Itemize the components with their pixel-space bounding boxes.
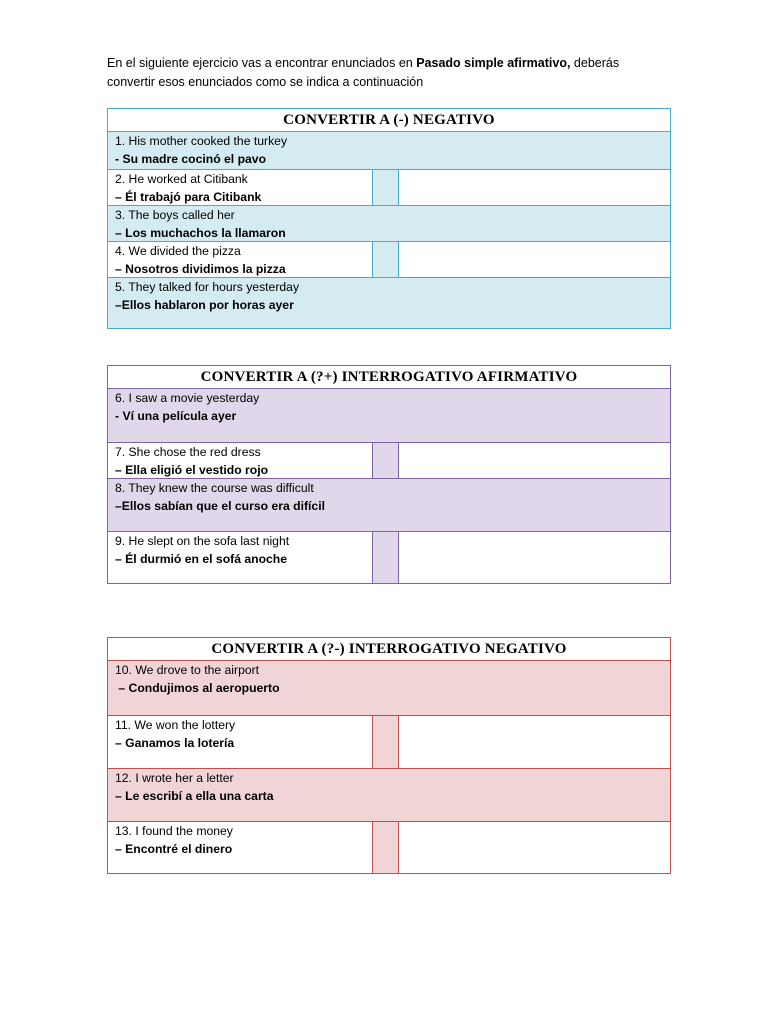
table-title: CONVERTIR A (-) NEGATIVO: [108, 109, 670, 132]
english-sentence: 5. They talked for hours yesterday: [115, 280, 300, 294]
english-sentence: 8. They knew the course was difficult: [115, 481, 314, 495]
table-body: [108, 661, 670, 873]
answer-cell[interactable]: [399, 769, 670, 821]
spanish-translation: – Ella eligió el vestido rojo: [115, 462, 269, 477]
table-row: [108, 169, 670, 205]
sentence-cell: [108, 278, 372, 328]
table-row: [108, 132, 670, 169]
english-sentence: 12. I wrote her a letter: [115, 771, 234, 785]
answer-cell[interactable]: [399, 716, 670, 768]
spanish-translation: – Él trabajó para Citibank: [115, 189, 262, 204]
table-body: [108, 389, 670, 583]
intro-paragraph: [107, 54, 667, 92]
english-sentence: 13. I found the money: [115, 824, 233, 838]
table-body: [108, 132, 670, 328]
answer-cell[interactable]: [399, 822, 670, 873]
english-sentence: 10. We drove to the airport: [115, 663, 260, 677]
sentence-cell: [108, 389, 372, 442]
table-negativo: [107, 108, 671, 329]
spanish-translation: – Condujimos al aeropuerto: [115, 680, 280, 695]
sentence-cell: [108, 242, 372, 277]
table-row: [108, 768, 670, 821]
spanish-translation: – Ganamos la lotería: [115, 735, 235, 750]
spanish-translation: - Ví una película ayer: [115, 408, 237, 423]
spanish-translation: – Le escribí a ella una carta: [115, 788, 274, 803]
table-row: [108, 442, 670, 478]
table-interrogativo-negativo: [107, 637, 671, 874]
table-row: [108, 531, 670, 583]
table-row: [108, 389, 670, 442]
table-row: [108, 277, 670, 328]
table-row: [108, 821, 670, 873]
spanish-translation: - Su madre cocinó el pavo: [115, 151, 267, 166]
table-title: CONVERTIR A (?-) INTERROGATIVO NEGATIVO: [108, 638, 670, 661]
answer-cell[interactable]: [399, 661, 670, 715]
english-sentence: 7. She chose the red dress: [115, 445, 261, 459]
table-title: CONVERTIR A (?+) INTERROGATIVO AFIRMATIVO: [108, 366, 670, 389]
intro-text-start: En el siguiente ejercicio vas a encontrar enunciados en: [107, 56, 417, 70]
sentence-cell: [108, 170, 372, 205]
spanish-translation: – Él durmió en el sofá anoche: [115, 551, 288, 566]
intro-text-bold: Pasado simple afirmativo,: [416, 56, 571, 70]
english-sentence: 4. We divided the pizza: [115, 244, 241, 258]
spanish-translation: – Encontré el dinero: [115, 841, 233, 856]
sentence-cell: [108, 716, 372, 768]
english-sentence: 11. We won the lottery: [115, 718, 236, 732]
english-sentence: 9. He slept on the sofa last night: [115, 534, 290, 548]
spanish-translation: – Nosotros dividimos la pizza: [115, 261, 286, 276]
sentence-cell: [108, 769, 372, 821]
answer-cell[interactable]: [399, 132, 670, 169]
answer-cell[interactable]: [399, 242, 670, 277]
sentence-cell: [108, 132, 372, 169]
sentence-cell: [108, 822, 372, 873]
english-sentence: 6. I saw a movie yesterday: [115, 391, 260, 405]
table-row: [108, 661, 670, 715]
table-row: [108, 205, 670, 241]
sentence-cell: [108, 206, 372, 241]
english-sentence: 1. His mother cooked the turkey: [115, 134, 288, 148]
answer-cell[interactable]: [399, 206, 670, 241]
table-row: [108, 241, 670, 277]
table-row: [108, 478, 670, 531]
spanish-translation: –Ellos hablaron por horas ayer: [115, 297, 294, 312]
answer-cell[interactable]: [399, 389, 670, 442]
sentence-cell: [108, 661, 372, 715]
spanish-translation: – Los muchachos la llamaron: [115, 225, 286, 240]
english-sentence: 2. He worked at Citibank: [115, 172, 248, 186]
english-sentence: 3. The boys called her: [115, 208, 235, 222]
table-interrogativo-afirmativo: [107, 365, 671, 584]
spanish-translation: –Ellos sabían que el curso era difícil: [115, 498, 325, 513]
sentence-cell: [108, 532, 372, 583]
answer-cell[interactable]: [399, 532, 670, 583]
sentence-cell: [108, 443, 372, 478]
answer-cell[interactable]: [399, 278, 670, 328]
intro-text-end: deberás convertir esos enunciados como se indica a continuación: [107, 56, 620, 89]
answer-cell[interactable]: [399, 443, 670, 478]
sentence-cell: [108, 479, 372, 531]
answer-cell[interactable]: [399, 479, 670, 531]
table-row: [108, 715, 670, 768]
answer-cell[interactable]: [399, 170, 670, 205]
